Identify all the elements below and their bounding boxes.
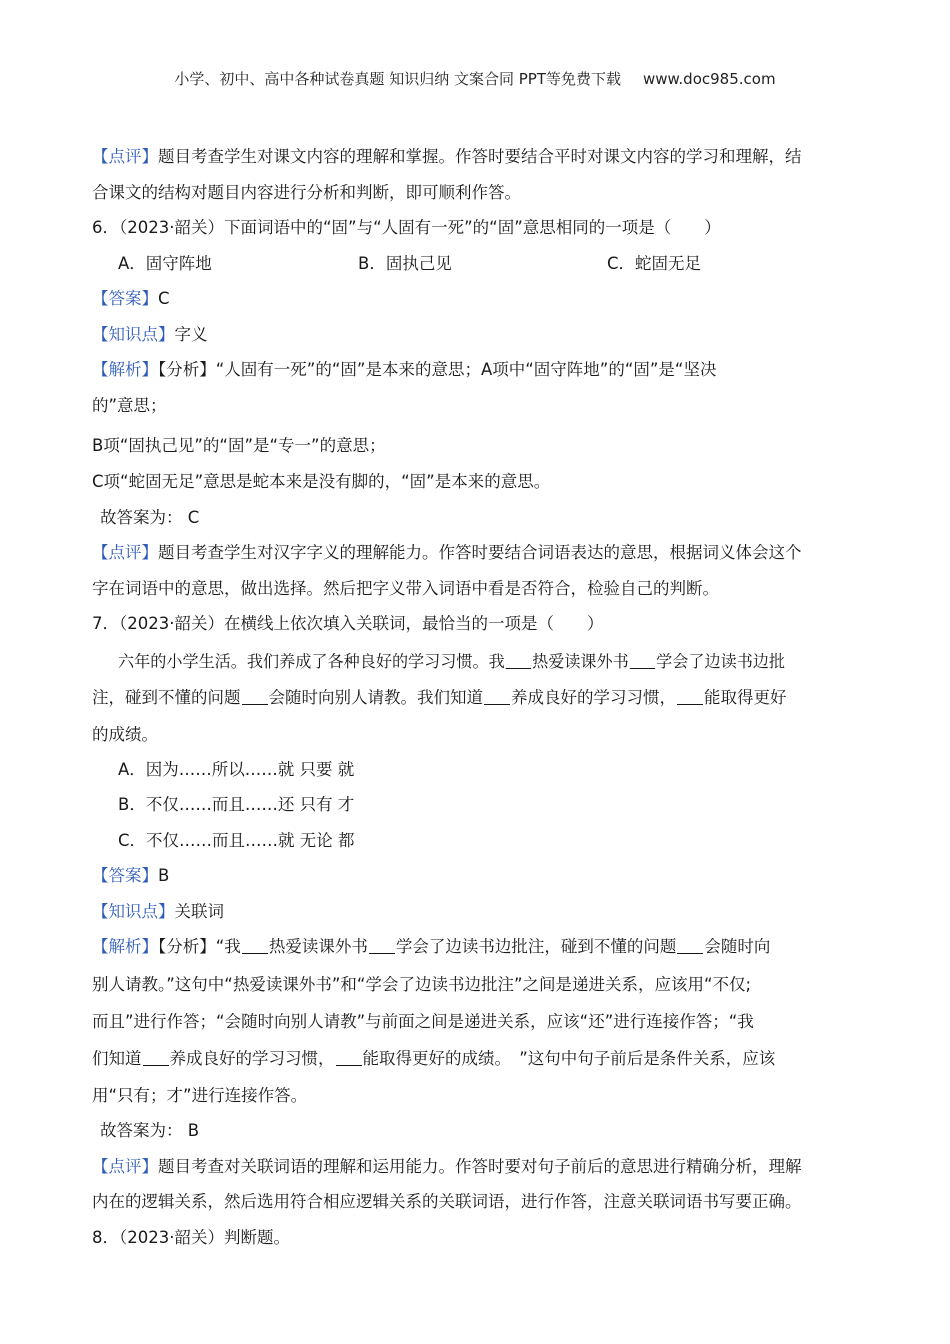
question-7-knowledge: 【知识点】关联词: [92, 902, 224, 921]
question-7-analysis-line-4: 们知道 养成良好的学习习惯， 能取得更好的成绩。 ”这句中句子前后是条件关系，应该: [92, 1049, 776, 1068]
question-7-answer: 【答案】B: [92, 866, 170, 885]
question-7-analysis-line-5: 用“只有；才”进行连接作答。: [92, 1086, 308, 1105]
question-7-option-c: C．不仅……而且……就 无论 都: [118, 831, 355, 850]
question-6-analysis-line-1: 【解析】【分析】“人固有一死”的“固”是本来的意思；A项中“固守阵地”的“固”是“坚决: [92, 360, 717, 379]
question-7-option-a: A．因为……所以……就 只要 就: [118, 760, 355, 779]
question-6-analysis-line-3: B项“固执己见”的“固”是“专一”的意思；: [92, 436, 386, 455]
question-7-final-answer: 故答案为： B: [100, 1121, 200, 1140]
comment-tag: 【点评】: [92, 147, 158, 166]
question-6-knowledge: 【知识点】字义: [92, 325, 208, 344]
question-7-passage-line-3: 的成绩。: [92, 725, 158, 744]
question-7-passage-line-1: 六年的小学生活。我们养成了各种良好的学习习惯。我 热爱读课外书 学会了边读书边批: [118, 652, 786, 671]
question-7-stem: 7．（2023·韶关）在横线上依次填入关联词，最恰当的一项是（ ）: [92, 614, 604, 633]
question-6-option-a: A．固守阵地: [118, 254, 212, 273]
question-8-stem: 8．（2023·韶关）判断题。: [92, 1228, 290, 1247]
fill-blank[interactable]: [506, 652, 531, 669]
fill-blank: [677, 937, 703, 954]
page-header: [0, 68, 950, 89]
header-site[interactable]: www.doc985.com: [642, 70, 776, 88]
fill-blank[interactable]: [484, 688, 510, 705]
question-7-analysis-line-2: 别人请教。”这句中“热爱读课外书”和“学会了边读书边批注”之间是递进关系，应该用“不仅;: [92, 975, 752, 994]
question-6-comment-line-1: 【点评】题目考查学生对汉字字义的理解能力。作答时要结合词语表达的意思，根据词义体会这个: [92, 543, 802, 562]
question-6-analysis-line-4: C项“蛇固无足”意思是蛇本来是没有脚的，“固”是本来的意思。: [92, 472, 551, 491]
question-7-option-b: B．不仅……而且……还 只有 才: [118, 795, 355, 814]
question-7-analysis-line-3: 而且”进行作答；“会随时向别人请教”与前面之间是递进关系，应该“还”进行连接作答；“我: [92, 1012, 754, 1031]
question-6-final-answer: 故答案为： C: [100, 508, 200, 527]
fill-blank[interactable]: [630, 652, 655, 669]
question-6-stem: 6．（2023·韶关）下面词语中的“固”与“人固有一死”的“固”意思相同的一项是（ ）: [92, 218, 721, 237]
prev-comment-line-1: 【点评】题目考查学生对课文内容的理解和掌握。作答时要结合平时对课文内容的学习和理解，结: [92, 147, 802, 166]
fill-blank: [336, 1049, 362, 1066]
fill-blank[interactable]: [677, 688, 703, 705]
question-7-comment-line-2: 内在的逻辑关系，然后选用符合相应逻辑关系的关联词语，进行作答，注意关联词语书写要正确。: [92, 1192, 802, 1211]
question-6-option-b: B．固执己见: [358, 254, 452, 273]
question-6-analysis-line-2: 的”意思；: [92, 396, 167, 415]
question-6-comment-line-2: 字在词语中的意思，做出选择。然后把字义带入词语中看是否符合，检验自己的判断。: [92, 579, 719, 598]
question-7-passage-line-2: 注，碰到不懂的问题 会随时向别人请教。我们知道 养成良好的学习习惯， 能取得更好: [92, 688, 787, 707]
question-7-analysis-line-1: 【解析】【分析】“我 热爱读课外书 学会了边读书边批注，碰到不懂的问题 会随时向: [92, 937, 771, 956]
fill-blank: [369, 937, 395, 954]
question-6-answer: 【答案】C: [92, 289, 170, 308]
fill-blank[interactable]: [242, 688, 268, 705]
question-6-option-c: C．蛇固无足: [607, 254, 702, 273]
fill-blank: [143, 1049, 169, 1066]
fill-blank: [242, 937, 268, 954]
header-text: 小学、初中、高中各种试卷真题 知识归纳 文案合同 PPT等免费下载: [174, 70, 621, 88]
question-7-comment-line-1: 【点评】题目考查对关联词语的理解和运用能力。作答时要对句子前后的意思进行精确分析，理解: [92, 1157, 802, 1176]
prev-comment-line-2: 合课文的结构对题目内容进行分析和判断，即可顺利作答。: [92, 183, 521, 202]
